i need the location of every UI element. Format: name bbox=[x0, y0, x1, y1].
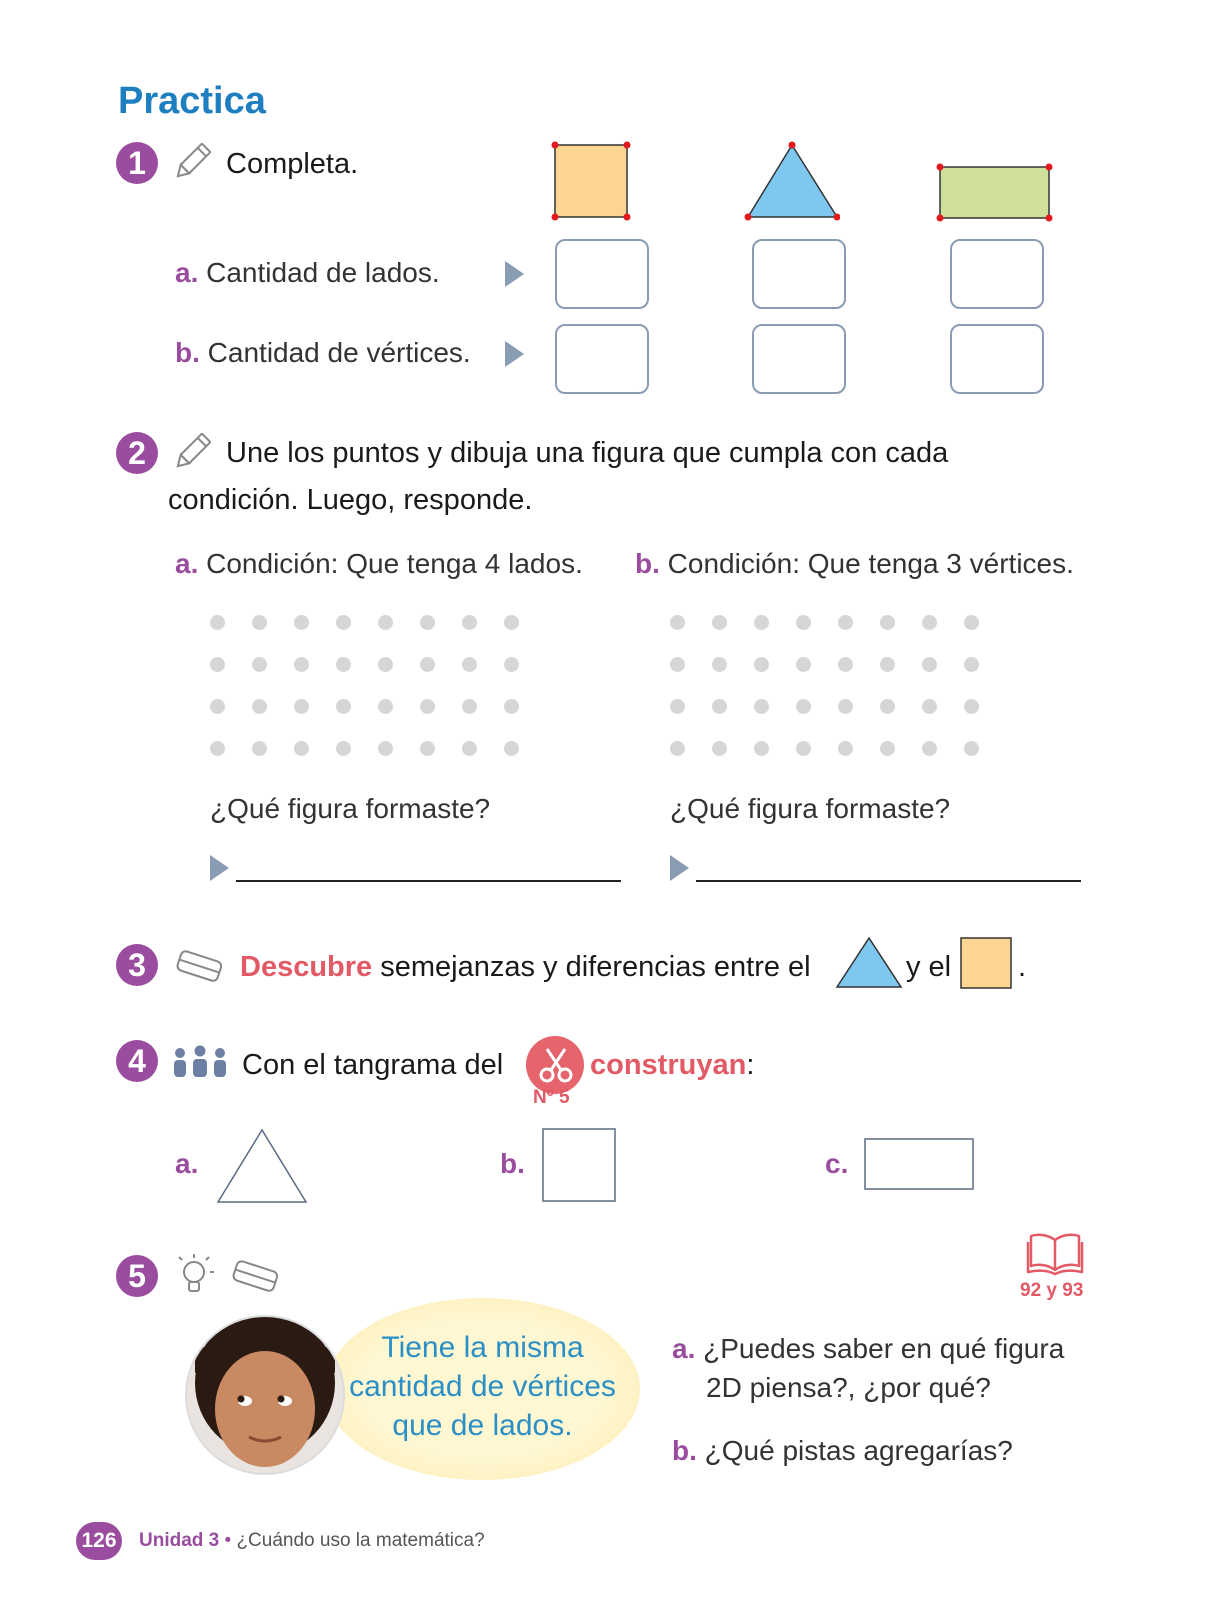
grid-dot[interactable] bbox=[378, 699, 393, 714]
grid-dot[interactable] bbox=[462, 615, 477, 630]
grid-dot[interactable] bbox=[796, 657, 811, 672]
item-letter: a. bbox=[175, 548, 199, 579]
triangle-outline bbox=[215, 1126, 309, 1206]
grid-dot[interactable] bbox=[838, 699, 853, 714]
grid-dot[interactable] bbox=[880, 657, 895, 672]
exercise-4-instruction: Con el tangrama del bbox=[242, 1049, 504, 1081]
grid-dot[interactable] bbox=[252, 615, 267, 630]
exercise-2-instruction-line1: Une los puntos y dibuja una figura que cumpla con cada bbox=[226, 437, 949, 469]
item-letter: b. bbox=[635, 548, 660, 579]
exercise-number-3: 3 bbox=[116, 944, 158, 986]
item-letter-c: c. bbox=[825, 1148, 849, 1179]
grid-dot[interactable] bbox=[378, 741, 393, 756]
exercise-5b-question bbox=[672, 1435, 1013, 1467]
bullet: • bbox=[224, 1530, 232, 1551]
exercise-number-1: 1 bbox=[116, 142, 158, 184]
connector-text: y el bbox=[906, 951, 952, 983]
grid-dot[interactable] bbox=[712, 699, 727, 714]
tangram-badge: Nº 5 bbox=[533, 1087, 570, 1108]
grid-dot[interactable] bbox=[336, 741, 351, 756]
exercise-number-4: 4 bbox=[116, 1040, 158, 1082]
grid-dot[interactable] bbox=[712, 741, 727, 756]
exercise-number-2: 2 bbox=[116, 432, 158, 474]
arrow-icon bbox=[505, 341, 524, 367]
bubble-line-3: que de lados. bbox=[392, 1409, 573, 1442]
grid-dot[interactable] bbox=[754, 657, 769, 672]
grid-dot[interactable] bbox=[796, 615, 811, 630]
exercise-3-instruction bbox=[240, 951, 811, 984]
unit-subtitle: ¿Cuándo uso la matemática? bbox=[236, 1530, 485, 1551]
eraser-icon bbox=[172, 948, 226, 986]
grid-dot[interactable] bbox=[420, 699, 435, 714]
pencil-icon bbox=[170, 430, 214, 474]
exercise-4-highlight bbox=[590, 1049, 754, 1082]
grid-dot[interactable] bbox=[294, 699, 309, 714]
grid-dot[interactable] bbox=[378, 657, 393, 672]
unit-label: Unidad 3 bbox=[139, 1530, 220, 1551]
item-text: ¿Qué pistas agregarías? bbox=[704, 1435, 1013, 1466]
grid-dot[interactable] bbox=[420, 657, 435, 672]
period: . bbox=[1018, 951, 1027, 983]
grid-dot[interactable] bbox=[294, 615, 309, 630]
triangle-shape-small bbox=[834, 935, 904, 991]
grid-dot[interactable] bbox=[670, 741, 685, 756]
exercise-number-5: 5 bbox=[116, 1255, 158, 1297]
grid-dot[interactable] bbox=[378, 615, 393, 630]
grid-dot[interactable] bbox=[754, 615, 769, 630]
grid-dot[interactable] bbox=[294, 657, 309, 672]
grid-dot[interactable] bbox=[420, 741, 435, 756]
grid-dot[interactable] bbox=[294, 741, 309, 756]
grid-dot[interactable] bbox=[964, 657, 979, 672]
answer-box-vertices-triangle[interactable] bbox=[752, 324, 846, 394]
grid-dot[interactable] bbox=[336, 699, 351, 714]
triangle-shape bbox=[740, 140, 840, 225]
grid-dot[interactable] bbox=[420, 615, 435, 630]
grid-dot[interactable] bbox=[754, 699, 769, 714]
dot-grid-a[interactable] bbox=[210, 615, 530, 755]
scissors-icon bbox=[525, 1035, 585, 1095]
grid-dot[interactable] bbox=[504, 741, 519, 756]
grid-dot[interactable] bbox=[670, 657, 685, 672]
answer-box-sides-square[interactable] bbox=[555, 239, 649, 309]
grid-dot[interactable] bbox=[838, 615, 853, 630]
grid-dot[interactable] bbox=[504, 699, 519, 714]
square-shape-small bbox=[958, 935, 1016, 991]
grid-dot[interactable] bbox=[922, 615, 937, 630]
lightbulb-icon bbox=[174, 1252, 218, 1298]
highlight-word: Descubre bbox=[240, 951, 373, 983]
book-reference: 92 y 93 bbox=[1020, 1280, 1084, 1301]
dot-grid-b[interactable] bbox=[670, 615, 990, 755]
instruction-text: semejanzas y diferencias entre el bbox=[380, 951, 811, 983]
answer-line-a[interactable] bbox=[236, 880, 621, 882]
grid-dot[interactable] bbox=[964, 615, 979, 630]
grid-dot[interactable] bbox=[796, 699, 811, 714]
highlight-word: construyan bbox=[590, 1049, 747, 1081]
answer-box-vertices-rectangle[interactable] bbox=[950, 324, 1044, 394]
bubble-line-2: cantidad de vértices bbox=[349, 1370, 616, 1403]
grid-dot[interactable] bbox=[838, 741, 853, 756]
exercise-2b-condition bbox=[635, 548, 1074, 580]
exercise-1a-label bbox=[175, 257, 440, 289]
question-shape-b: ¿Qué figura formaste? bbox=[670, 793, 951, 824]
grid-dot[interactable] bbox=[462, 657, 477, 672]
section-title: Practica bbox=[118, 80, 266, 122]
exercise-5a-question-line2: 2D piensa?, ¿por qué? bbox=[706, 1372, 991, 1403]
speech-bubble bbox=[325, 1298, 640, 1480]
arrow-icon bbox=[210, 855, 229, 881]
grid-dot[interactable] bbox=[754, 741, 769, 756]
answer-box-sides-triangle[interactable] bbox=[752, 239, 846, 309]
grid-dot[interactable] bbox=[210, 699, 225, 714]
grid-dot[interactable] bbox=[210, 615, 225, 630]
grid-dot[interactable] bbox=[210, 657, 225, 672]
grid-dot[interactable] bbox=[964, 699, 979, 714]
item-text: Condición: Que tenga 4 lados. bbox=[206, 548, 583, 579]
arrow-icon bbox=[670, 855, 689, 881]
exercise-5a-question bbox=[672, 1333, 1064, 1365]
footer-unit bbox=[139, 1530, 485, 1552]
grid-dot[interactable] bbox=[336, 615, 351, 630]
rectangle-shape bbox=[935, 162, 1055, 224]
group-icon bbox=[172, 1045, 228, 1079]
item-letter-b: b. bbox=[500, 1148, 525, 1179]
exercise-1b-label bbox=[175, 337, 471, 369]
grid-dot[interactable] bbox=[712, 615, 727, 630]
question-shape-a: ¿Qué figura formaste? bbox=[210, 793, 491, 824]
item-letter: a. bbox=[175, 257, 199, 288]
grid-dot[interactable] bbox=[670, 615, 685, 630]
page-number: 126 bbox=[76, 1522, 122, 1560]
grid-dot[interactable] bbox=[252, 741, 267, 756]
grid-dot[interactable] bbox=[504, 657, 519, 672]
grid-dot[interactable] bbox=[336, 657, 351, 672]
item-letter: a. bbox=[672, 1333, 696, 1364]
grid-dot[interactable] bbox=[796, 741, 811, 756]
grid-dot[interactable] bbox=[210, 741, 225, 756]
answer-box-vertices-square[interactable] bbox=[555, 324, 649, 394]
exercise-2a-condition bbox=[175, 548, 583, 580]
girl-avatar bbox=[183, 1313, 348, 1478]
grid-dot[interactable] bbox=[964, 741, 979, 756]
grid-dot[interactable] bbox=[462, 699, 477, 714]
grid-dot[interactable] bbox=[712, 657, 727, 672]
item-letter: b. bbox=[175, 337, 200, 368]
answer-box-sides-rectangle[interactable] bbox=[950, 239, 1044, 309]
book-icon bbox=[1025, 1228, 1085, 1276]
exercise-1-instruction: Completa. bbox=[226, 148, 359, 180]
grid-dot[interactable] bbox=[252, 699, 267, 714]
grid-dot[interactable] bbox=[880, 741, 895, 756]
grid-dot[interactable] bbox=[880, 699, 895, 714]
item-text: Condición: Que tenga 3 vértices. bbox=[667, 548, 1074, 579]
arrow-icon bbox=[505, 261, 524, 287]
grid-dot[interactable] bbox=[504, 615, 519, 630]
grid-dot[interactable] bbox=[462, 741, 477, 756]
grid-dot[interactable] bbox=[922, 657, 937, 672]
grid-dot[interactable] bbox=[880, 615, 895, 630]
item-text: ¿Puedes saber en qué figura bbox=[703, 1333, 1065, 1364]
eraser-icon bbox=[228, 1258, 282, 1296]
square-shape bbox=[550, 140, 640, 225]
item-letter: b. bbox=[672, 1435, 697, 1466]
item-text: Cantidad de lados. bbox=[206, 257, 440, 288]
grid-dot[interactable] bbox=[670, 699, 685, 714]
grid-dot[interactable] bbox=[922, 699, 937, 714]
grid-dot[interactable] bbox=[922, 741, 937, 756]
item-letter-a: a. bbox=[175, 1148, 199, 1179]
pencil-icon bbox=[170, 140, 214, 184]
colon: : bbox=[746, 1049, 755, 1081]
grid-dot[interactable] bbox=[838, 657, 853, 672]
bubble-line-1: Tiene la misma bbox=[381, 1331, 584, 1364]
grid-dot[interactable] bbox=[252, 657, 267, 672]
square-outline bbox=[540, 1126, 620, 1206]
rectangle-outline bbox=[862, 1136, 978, 1194]
answer-line-b[interactable] bbox=[696, 880, 1081, 882]
exercise-2-instruction-line2: condición. Luego, responde. bbox=[168, 484, 533, 516]
item-text: Cantidad de vértices. bbox=[207, 337, 471, 368]
